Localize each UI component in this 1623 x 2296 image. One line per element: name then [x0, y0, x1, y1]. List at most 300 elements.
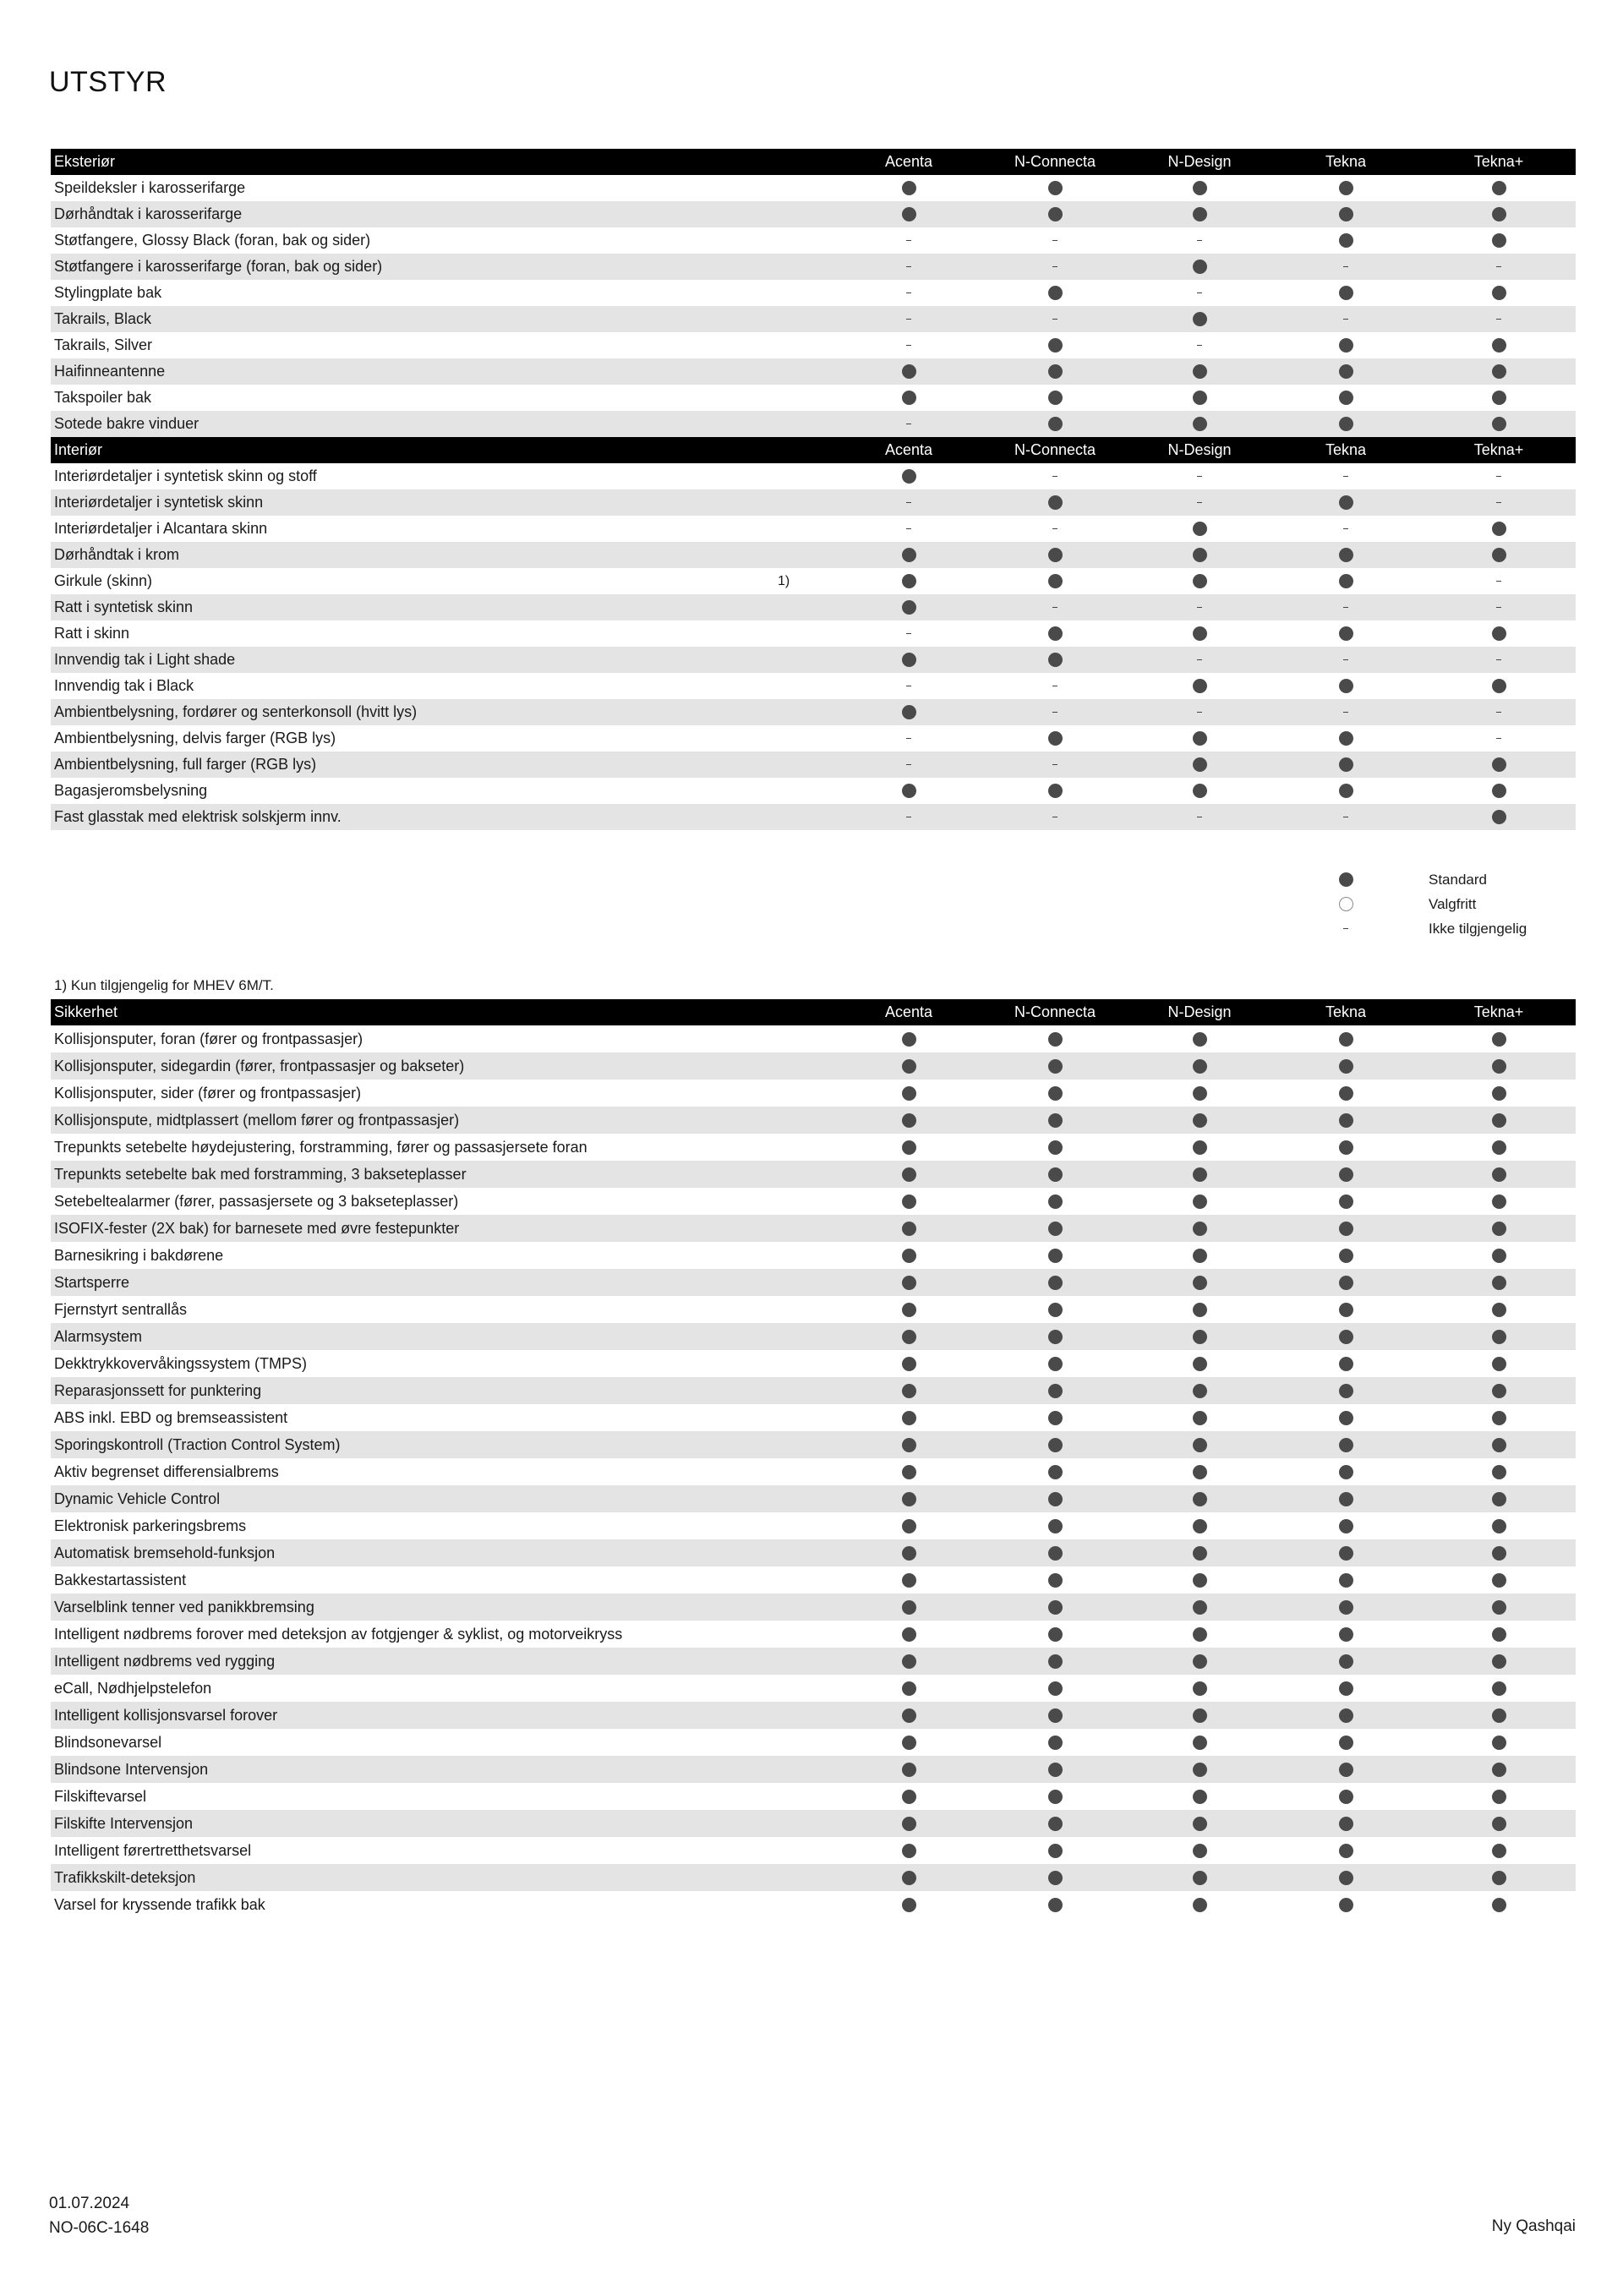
- standard-dot-icon: [1492, 1708, 1506, 1723]
- table-row: [51, 1323, 1576, 1350]
- cell-standard: [1278, 1107, 1413, 1134]
- table-row: [51, 463, 1576, 489]
- cell-not-available: [1431, 463, 1566, 489]
- section-title: Interiør: [54, 441, 103, 458]
- cell-not-available: [1431, 568, 1566, 594]
- standard-dot-icon: [1193, 1384, 1207, 1398]
- cell-standard: [1278, 1404, 1413, 1431]
- standard-dot-icon: [1193, 1411, 1207, 1425]
- cell-standard: [1132, 1810, 1267, 1837]
- cell-standard: [1132, 1188, 1267, 1215]
- cell-standard: [1431, 1810, 1566, 1837]
- standard-dot-icon: [1492, 1573, 1506, 1588]
- cell-standard: [1278, 358, 1413, 385]
- cell-standard: [1431, 358, 1566, 385]
- standard-dot-icon: [902, 1059, 916, 1074]
- standard-dot-icon: [1048, 1465, 1063, 1479]
- cell-not-available: [841, 254, 976, 280]
- dash-icon: [906, 633, 911, 635]
- standard-dot-icon: [1193, 1249, 1207, 1263]
- cell-standard: [987, 201, 1123, 227]
- trim-header: Tekna: [1325, 153, 1367, 170]
- dash-icon: [906, 817, 911, 818]
- dash-icon: [1052, 686, 1057, 687]
- dash-icon: [1052, 607, 1057, 609]
- dash-icon: [1197, 345, 1202, 347]
- table-row: [51, 411, 1576, 437]
- cell-standard: [1278, 1215, 1413, 1242]
- dash-icon: [1052, 266, 1057, 268]
- feature-label: Filskifte Intervensjon: [54, 1814, 194, 1832]
- feature-label: Blindsonevarsel: [54, 1733, 162, 1751]
- cell-standard: [1132, 1756, 1267, 1783]
- feature-label: Interiørdetaljer i syntetisk skinn og stoff: [54, 467, 317, 484]
- cell-not-available: [1278, 647, 1413, 673]
- cell-standard: [987, 280, 1123, 306]
- table-row: [51, 1729, 1576, 1756]
- standard-dot-icon: [1339, 1357, 1353, 1371]
- standard-dot-icon: [1048, 207, 1063, 221]
- dash-icon: [1496, 502, 1501, 504]
- standard-dot-icon: [1492, 1600, 1506, 1615]
- trim-header: N-Design: [1167, 441, 1232, 458]
- dash-icon: [906, 240, 911, 242]
- footer-model: Ny Qashqai: [1491, 2217, 1576, 2235]
- cell-not-available: [841, 489, 976, 516]
- cell-standard: [1431, 752, 1566, 778]
- cell-standard: [1278, 1080, 1413, 1107]
- cell-not-available: [1132, 463, 1267, 489]
- trim-header: Tekna: [1325, 1003, 1367, 1020]
- standard-dot-icon: [1339, 1654, 1353, 1669]
- table-row: [51, 1350, 1576, 1377]
- cell-standard: [1278, 280, 1413, 306]
- dash-icon: [1197, 476, 1202, 478]
- cell-standard: [841, 1323, 976, 1350]
- feature-label: Varselblink tenner ved panikkbremsing: [54, 1598, 314, 1615]
- cell-standard: [1278, 332, 1413, 358]
- standard-dot-icon: [1339, 1627, 1353, 1642]
- standard-dot-icon: [1048, 1654, 1063, 1669]
- standard-dot-icon: [1339, 1519, 1353, 1533]
- cell-standard: [987, 1891, 1123, 1918]
- table-row: [51, 227, 1576, 254]
- standard-dot-icon: [1492, 1519, 1506, 1533]
- cell-standard: [1431, 1702, 1566, 1729]
- cell-standard: [1278, 1539, 1413, 1566]
- standard-dot-icon: [1193, 1871, 1207, 1885]
- cell-standard: [841, 1215, 976, 1242]
- standard-dot-icon: [902, 1140, 916, 1155]
- cell-standard: [1132, 516, 1267, 542]
- cell-not-available: [1278, 699, 1413, 725]
- feature-label: Ratt i skinn: [54, 625, 130, 642]
- dash-icon: [906, 502, 911, 504]
- cell-standard: [1132, 1621, 1267, 1648]
- table-row: [51, 1404, 1576, 1431]
- cell-standard: [1278, 778, 1413, 804]
- dash-icon: [906, 764, 911, 766]
- standard-dot-icon: [1048, 548, 1063, 562]
- standard-dot-icon: [1339, 1384, 1353, 1398]
- standard-dot-icon: [1048, 1113, 1063, 1128]
- standard-dot-icon: [1339, 1303, 1353, 1317]
- standard-dot-icon: [1048, 574, 1063, 588]
- cell-standard: [1278, 489, 1413, 516]
- standard-dot-icon: [1048, 1357, 1063, 1371]
- table-row: [51, 752, 1576, 778]
- cell-standard: [1278, 1377, 1413, 1404]
- cell-standard: [841, 1837, 976, 1864]
- cell-standard: [841, 1052, 976, 1080]
- cell-standard: [987, 1675, 1123, 1702]
- standard-dot-icon: [902, 1167, 916, 1182]
- trim-header: Tekna+: [1473, 441, 1524, 458]
- dash-icon: [906, 292, 911, 294]
- feature-label: Kollisjonsputer, sider (fører og frontpassasjer): [54, 1084, 362, 1102]
- feature-label: Takrails, Silver: [54, 336, 153, 353]
- feature-label: Innvendig tak i Black: [54, 677, 194, 694]
- standard-dot-icon: [902, 1871, 916, 1885]
- cell-standard: [1132, 254, 1267, 280]
- cell-standard: [1278, 542, 1413, 568]
- standard-dot-icon: [902, 1032, 916, 1047]
- cell-standard: [841, 463, 976, 489]
- standard-dot-icon: [1492, 1465, 1506, 1479]
- cell-standard: [987, 1810, 1123, 1837]
- cell-standard: [1431, 1323, 1566, 1350]
- dash-icon: [1197, 502, 1202, 504]
- cell-standard: [841, 647, 976, 673]
- cell-standard: [1431, 385, 1566, 411]
- standard-dot-icon: [902, 469, 916, 484]
- standard-dot-icon: [1193, 391, 1207, 405]
- dash-icon: [1197, 659, 1202, 661]
- cell-standard: [1132, 752, 1267, 778]
- feature-label: Trepunkts setebelte bak med forstramming, 3 bakseteplasser: [54, 1165, 467, 1183]
- standard-dot-icon: [1492, 364, 1506, 379]
- standard-dot-icon: [1193, 1627, 1207, 1642]
- feature-label: Stylingplate bak: [54, 284, 162, 301]
- cell-not-available: [987, 699, 1123, 725]
- cell-standard: [1431, 1107, 1566, 1134]
- standard-dot-icon: [1193, 1817, 1207, 1831]
- dash-icon: [1052, 476, 1057, 478]
- standard-dot-icon: [902, 1681, 916, 1696]
- cell-not-available: [841, 620, 976, 647]
- dash-icon: [1343, 319, 1348, 320]
- standard-dot-icon: [902, 1708, 916, 1723]
- standard-dot-icon: [1492, 1276, 1506, 1290]
- standard-dot-icon: [1048, 1573, 1063, 1588]
- table-row: [51, 725, 1576, 752]
- standard-dot-icon: [1193, 1438, 1207, 1452]
- standard-dot-icon: [1193, 1898, 1207, 1912]
- standard-dot-icon: [1339, 548, 1353, 562]
- feature-label: ABS inkl. EBD og bremseassistent: [54, 1408, 288, 1426]
- section-header: [51, 999, 1576, 1025]
- cell-standard: [841, 358, 976, 385]
- cell-standard: [1431, 201, 1566, 227]
- standard-dot-icon: [1193, 522, 1207, 536]
- cell-standard: [1132, 725, 1267, 752]
- cell-standard: [1132, 1107, 1267, 1134]
- cell-standard: [987, 385, 1123, 411]
- trim-header: N-Design: [1167, 153, 1232, 170]
- cell-standard: [1431, 778, 1566, 804]
- cell-standard: [841, 1675, 976, 1702]
- cell-standard: [1278, 1566, 1413, 1594]
- table-row: [51, 1025, 1576, 1052]
- cell-standard: [1431, 804, 1566, 830]
- cell-standard: [841, 778, 976, 804]
- cell-standard: [841, 1404, 976, 1431]
- cell-standard: [1431, 1377, 1566, 1404]
- standard-dot-icon: [1492, 286, 1506, 300]
- cell-not-available: [1132, 227, 1267, 254]
- dash-icon: [1197, 607, 1202, 609]
- feature-label: Dørhåndtak i karosserifarge: [54, 205, 243, 222]
- legend-standard: Standard: [1336, 867, 1589, 892]
- table-row: [51, 647, 1576, 673]
- standard-dot-icon: [1339, 181, 1353, 195]
- standard-dot-icon: [902, 1411, 916, 1425]
- cell-standard: [1278, 620, 1413, 647]
- cell-not-available: [841, 306, 976, 332]
- standard-dot-icon: [902, 1654, 916, 1669]
- dash-icon: [906, 266, 911, 268]
- feature-label: Støtfangere, Glossy Black (foran, bak og sider): [54, 232, 371, 249]
- standard-dot-icon: [1339, 338, 1353, 353]
- cell-not-available: [987, 516, 1123, 542]
- trim-header: Acenta: [884, 1003, 933, 1020]
- standard-dot-icon: [902, 1519, 916, 1533]
- cell-standard: [987, 1025, 1123, 1052]
- feature-label: Kollisjonspute, midtplassert (mellom fører og frontpassasjer): [54, 1111, 460, 1129]
- standard-dot-icon: [1193, 1573, 1207, 1588]
- standard-dot-icon: [1492, 1654, 1506, 1669]
- table-row: [51, 201, 1576, 227]
- cell-standard: [841, 1891, 976, 1918]
- standard-dot-icon: [1048, 1140, 1063, 1155]
- cell-not-available: [1132, 332, 1267, 358]
- table-row: [51, 1512, 1576, 1539]
- standard-dot-icon: [902, 391, 916, 405]
- cell-standard: [841, 1134, 976, 1161]
- feature-label: Dynamic Vehicle Control: [54, 1490, 221, 1507]
- cell-standard: [987, 1323, 1123, 1350]
- feature-label: Fjernstyrt sentrallås: [54, 1300, 188, 1318]
- cell-standard: [1431, 1648, 1566, 1675]
- cell-standard: [841, 699, 976, 725]
- table-row: [51, 1431, 1576, 1458]
- cell-standard: [841, 1702, 976, 1729]
- standard-dot-icon: [1492, 1844, 1506, 1858]
- table-row: [51, 385, 1576, 411]
- table-row: [51, 1594, 1576, 1621]
- standard-dot-icon: [902, 1465, 916, 1479]
- trim-header: Tekna+: [1473, 1003, 1524, 1020]
- cell-standard: [1278, 725, 1413, 752]
- standard-dot-icon: [1339, 757, 1353, 772]
- standard-dot-icon: [902, 1194, 916, 1209]
- standard-dot-icon: [1339, 679, 1353, 693]
- standard-dot-icon: [1193, 1763, 1207, 1777]
- dash-icon: [1197, 292, 1202, 294]
- cell-standard: [1431, 673, 1566, 699]
- cell-standard: [1278, 1864, 1413, 1891]
- cell-standard: [1132, 1539, 1267, 1566]
- standard-dot-icon: [1339, 1330, 1353, 1344]
- standard-dot-icon: [1339, 1222, 1353, 1236]
- standard-dot-icon: [1492, 391, 1506, 405]
- cell-standard: [987, 1702, 1123, 1729]
- feature-label: Støtfangere i karosserifarge (foran, bak og sider): [54, 258, 383, 275]
- cell-not-available: [841, 332, 976, 358]
- table-row: [51, 804, 1576, 830]
- cell-not-available: [987, 463, 1123, 489]
- cell-standard: [1132, 1431, 1267, 1458]
- cell-standard: [841, 1485, 976, 1512]
- cell-standard: [987, 1080, 1123, 1107]
- cell-standard: [987, 1566, 1123, 1594]
- standard-dot-icon: [1492, 1330, 1506, 1344]
- cell-standard: [987, 1512, 1123, 1539]
- table-row: [51, 620, 1576, 647]
- feature-label: Interiørdetaljer i syntetisk skinn: [54, 494, 264, 511]
- cell-standard: [987, 1539, 1123, 1566]
- cell-standard: [1132, 175, 1267, 201]
- footer-date: 01.07.2024: [49, 2195, 130, 2212]
- dash-icon: [1197, 712, 1202, 713]
- table-row: [51, 1648, 1576, 1675]
- standard-dot-icon: [1048, 1790, 1063, 1804]
- cell-not-available: [1431, 725, 1566, 752]
- table-row: [51, 1296, 1576, 1323]
- cell-standard: [1132, 1783, 1267, 1810]
- standard-dot-icon: [1048, 1384, 1063, 1398]
- standard-dot-icon: [1339, 1086, 1353, 1101]
- cell-standard: [1278, 568, 1413, 594]
- standard-dot-icon: [1048, 1059, 1063, 1074]
- exterior-interior-table: [51, 149, 1576, 830]
- standard-dot-icon: [1492, 1627, 1506, 1642]
- standard-dot-icon: [1339, 1708, 1353, 1723]
- standard-dot-icon: [1048, 1086, 1063, 1101]
- table-row: [51, 1485, 1576, 1512]
- cell-standard: [1132, 1269, 1267, 1296]
- cell-standard: [841, 542, 976, 568]
- standard-dot-icon: [1048, 1167, 1063, 1182]
- standard-dot-icon: [1339, 1167, 1353, 1182]
- cell-standard: [1431, 1891, 1566, 1918]
- cell-standard: [987, 1377, 1123, 1404]
- table-row: [51, 332, 1576, 358]
- standard-dot-icon: [902, 574, 916, 588]
- cell-standard: [1278, 227, 1413, 254]
- standard-dot-icon: [1339, 233, 1353, 248]
- standard-dot-icon: [902, 1384, 916, 1398]
- cell-standard: [1431, 1431, 1566, 1458]
- cell-standard: [1431, 1594, 1566, 1621]
- feature-label: Haifinneantenne: [54, 363, 166, 380]
- standard-dot-icon: [1492, 1763, 1506, 1777]
- feature-label: Innvendig tak i Light shade: [54, 651, 236, 668]
- cell-standard: [987, 647, 1123, 673]
- cell-standard: [1278, 1134, 1413, 1161]
- standard-dot-icon: [1193, 1654, 1207, 1669]
- feature-label: Bagasjeromsbelysning: [54, 782, 208, 799]
- table-row: [51, 1837, 1576, 1864]
- safety-table: [51, 999, 1576, 1918]
- standard-dot-icon: [1048, 1546, 1063, 1561]
- cell-not-available: [1278, 594, 1413, 620]
- feature-label: Filskiftevarsel: [54, 1787, 147, 1805]
- feature-label: Bakkestartassistent: [54, 1571, 187, 1588]
- feature-label: Varsel for kryssende trafikk bak: [54, 1895, 265, 1913]
- cell-standard: [1132, 1025, 1267, 1052]
- standard-dot-icon: [1339, 1492, 1353, 1506]
- standard-dot-icon: [902, 1492, 916, 1506]
- cell-standard: [1431, 1756, 1566, 1783]
- standard-dot-icon: [1339, 1844, 1353, 1858]
- standard-dot-icon: [1492, 784, 1506, 798]
- cell-standard: [1278, 1350, 1413, 1377]
- cell-standard: [987, 332, 1123, 358]
- cell-standard: [841, 1783, 976, 1810]
- standard-dot-icon: [902, 1113, 916, 1128]
- cell-standard: [1132, 1837, 1267, 1864]
- cell-standard: [1278, 1161, 1413, 1188]
- standard-dot-icon: [1193, 1276, 1207, 1290]
- standard-dot-icon: [1339, 495, 1353, 510]
- table-row: [51, 699, 1576, 725]
- cell-standard: [1278, 1052, 1413, 1080]
- cell-standard: [1278, 673, 1413, 699]
- cell-standard: [1132, 778, 1267, 804]
- cell-standard: [1431, 1025, 1566, 1052]
- cell-standard: [841, 1296, 976, 1323]
- section-title: Sikkerhet: [54, 1003, 118, 1020]
- standard-dot-icon: [1339, 1817, 1353, 1831]
- standard-dot-icon: [1492, 626, 1506, 641]
- table-row: [51, 1756, 1576, 1783]
- feature-label: Intelligent førertretthetsvarsel: [54, 1841, 252, 1859]
- table-row: [51, 489, 1576, 516]
- table-row: [51, 1134, 1576, 1161]
- legend-not-available: Ikke tilgjengelig: [1336, 916, 1589, 941]
- standard-dot-icon: [1339, 1546, 1353, 1561]
- standard-dot-icon: [1193, 679, 1207, 693]
- feature-label: Elektronisk parkeringsbrems: [54, 1517, 247, 1534]
- cell-not-available: [841, 411, 976, 437]
- cell-standard: [1431, 1864, 1566, 1891]
- feature-label: Takrails, Black: [54, 310, 152, 327]
- cell-standard: [987, 1837, 1123, 1864]
- cell-standard: [1431, 1188, 1566, 1215]
- cell-standard: [1278, 1621, 1413, 1648]
- standard-dot-icon: [902, 1438, 916, 1452]
- dash-icon: [906, 528, 911, 530]
- cell-standard: [1132, 1080, 1267, 1107]
- cell-not-available: [841, 516, 976, 542]
- dash-icon: [1052, 319, 1057, 320]
- standard-dot-icon: [902, 1222, 916, 1236]
- table-row: [51, 1161, 1576, 1188]
- cell-standard: [841, 1810, 976, 1837]
- standard-dot-icon: [1339, 364, 1353, 379]
- standard-dot-icon: [1048, 1627, 1063, 1642]
